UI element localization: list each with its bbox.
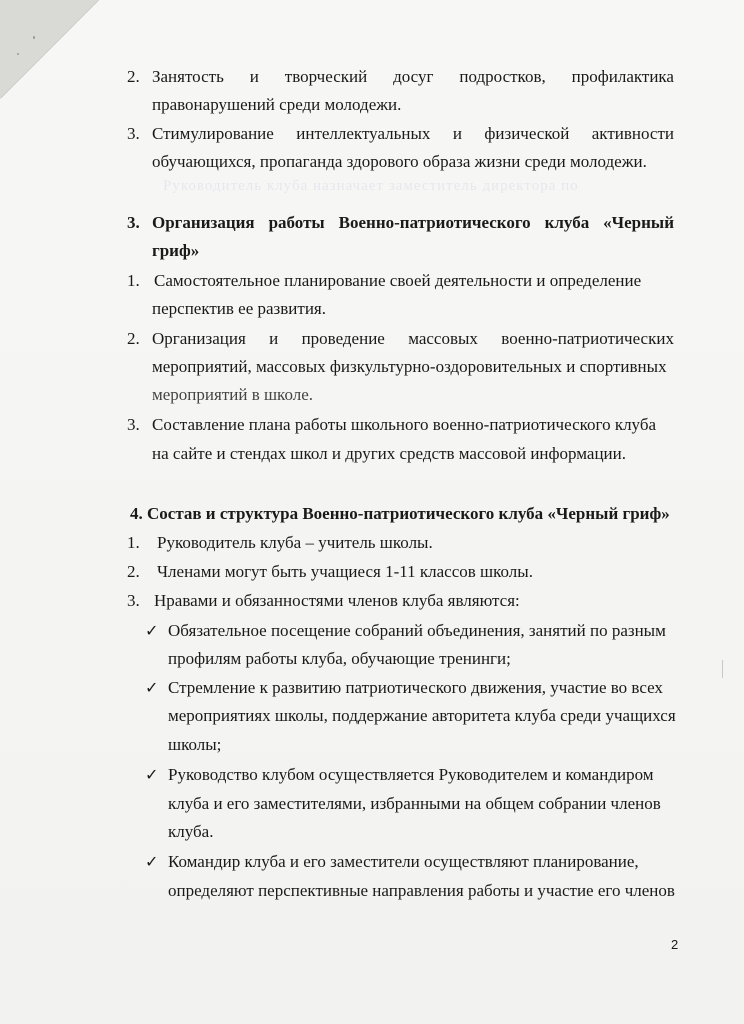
word: массовых [408,329,478,348]
bullet-line: Руководство клубом осуществляется Руководителем и командиром [168,765,654,784]
word: Организация [152,213,255,232]
list-number: 2. [127,67,140,86]
section-heading [152,212,674,234]
bullet-line: клуба и его заместителями, избранными на общем собрании членов [168,794,661,813]
word: досуг [393,67,434,86]
list-item-line: мероприятий в школе. [152,385,314,404]
word: Занятость [152,67,224,86]
word: физической [484,124,570,143]
list-item-line: Самостоятельное планирование своей деятельности и определение [154,271,642,290]
section-heading-line: гриф» [152,241,200,260]
list-item-line: перспектив ее развития. [152,299,326,318]
bullet-line: Командир клуба и его заместители осуществляют планирование, [168,852,639,871]
list-item-line: Составление плана работы школьного военно-патриотического клуба [152,415,657,434]
list-item-line [152,328,674,350]
bullet-line: клуба. [168,822,214,841]
section-heading: 4. Состав и структура Военно-патриотического клуба «Черный гриф» [130,504,670,523]
list-item-line: Нравами и обязанностями членов клуба являются: [154,591,520,610]
word: военно-патриотических [501,329,674,348]
scan-speck [722,660,723,678]
list-number: 2. [127,329,140,348]
word: работы [268,213,325,232]
bullet-line: профилям работы клуба, обучающие тренинги; [168,649,511,668]
bullet-line: определяют перспективные направления работы и участие его членов [168,881,675,900]
bullet-line: Стремление к развитию патриотического движения, участие во всех [168,678,663,697]
page-number: 2 [671,937,679,952]
checkmark-icon: ✓ [145,765,159,784]
word: «Черный [603,213,674,232]
word: и [452,124,462,143]
scan-speck [17,53,19,55]
word: Организация [152,329,246,348]
word: подростков, [459,67,546,86]
list-number: 3. [127,415,140,434]
bullet-line: школы; [168,735,222,754]
list-item-line: Членами могут быть учащиеся 1-11 классов школы. [157,562,533,581]
word: проведение [301,329,385,348]
bullet-line: Обязательное посещение собраний объединения, занятий по разным [168,621,666,640]
list-number: 1. [127,533,140,552]
list-item-line: на сайте и стендах школ и других средств массовой информации. [152,444,626,463]
list-number: 1. [127,271,140,290]
word: и [269,329,279,348]
list-item-line [152,66,674,88]
checkmark-icon: ✓ [145,678,159,697]
bullet-line: мероприятиях школы, поддержание авторитета клуба среди учащихся [168,706,676,725]
list-number: 3. [127,124,140,143]
list-number: 2. [127,562,140,581]
section-number: 3. [127,213,140,232]
checkmark-icon: ✓ [145,621,159,640]
list-item-line [152,123,674,145]
checkmark-icon: ✓ [145,852,159,871]
list-number: 3. [127,591,140,610]
word: интеллектуальных [296,124,431,143]
word: и [249,67,259,86]
word: творческий [284,67,368,86]
list-item-line: обучающихся, пропаганда здорового образа жизни среди молодежи. [152,152,647,171]
bleed-through-text: Руководитель клуба назначает заместитель директора по [163,178,579,194]
word: профилактика [571,67,674,86]
list-item-line: мероприятий, массовых физкультурно-оздоровительных и спортивных [152,357,667,376]
word: клуба [544,213,590,232]
word: Военно-патриотического [338,213,531,232]
scan-speck [33,36,35,39]
word: активности [591,124,674,143]
list-item-line: Руководитель клуба – учитель школы. [157,533,433,552]
word: Стимулирование [152,124,274,143]
list-item-line: правонарушений среди молодежи. [152,95,402,114]
